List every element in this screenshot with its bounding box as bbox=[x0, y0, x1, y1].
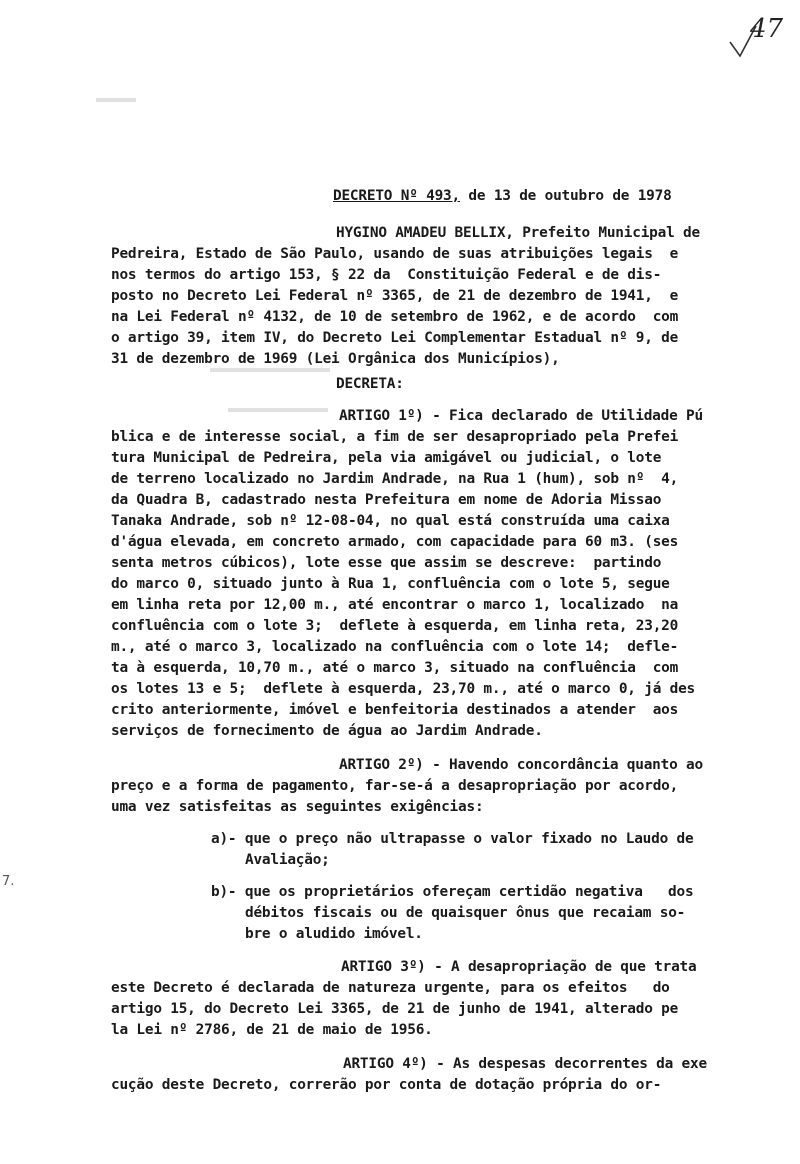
text-line: artigo 15, do Decreto Lei 3365, de 21 de junho de 1941, alterado pe bbox=[111, 1001, 679, 1017]
text-line: senta metros cúbicos), lote esse que assim se descreve: partindo bbox=[111, 555, 662, 571]
text-line: 31 de dezembro de 1969 (Lei Orgânica dos Municípios), bbox=[111, 351, 560, 367]
text-line: este Decreto é declarada de natureza urgente, para os efeitos do bbox=[111, 980, 670, 996]
text-line: crito anteriormente, imóvel e benfeitoria destinados a atender aos bbox=[111, 702, 679, 718]
scan-smudge bbox=[228, 408, 328, 412]
text-line: o artigo 39, item IV, do Decreto Lei Complementar Estadual nº 9, de bbox=[111, 330, 679, 346]
text-line: HYGINO AMADEU BELLIX, Prefeito Municipal de bbox=[336, 225, 700, 241]
text-line: Avaliação; bbox=[245, 852, 330, 868]
text-line: ARTIGO 2º) - Havendo concordância quanto ao bbox=[339, 757, 703, 773]
text-line: na Lei Federal nº 4132, de 10 de setembro de 1962, e de acordo com bbox=[111, 309, 679, 325]
text-line: confluência com o lote 3; deflete à esquerda, em linha reta, 23,20 bbox=[111, 618, 679, 634]
text-line: cução deste Decreto, correrão por conta de dotação própria do or- bbox=[111, 1077, 662, 1093]
text-line: d'água elevada, em concreto armado, com capacidade para 60 m3. (ses bbox=[111, 534, 679, 550]
text-line: serviços de fornecimento de água ao Jardim Andrade. bbox=[111, 723, 543, 739]
decreta-heading: DECRETA: bbox=[336, 376, 404, 392]
text-line: blica e de interesse social, a fim de ser desapropriado pela Prefei bbox=[111, 429, 679, 445]
text-line: Pedreira, Estado de São Paulo, usando de suas atribuições legais e bbox=[111, 246, 679, 262]
text-line: débitos fiscais ou de quaisquer ônus que recaiam so- bbox=[245, 905, 686, 921]
text-line: da Quadra B, cadastrado nesta Prefeitura em nome de Adoria Missao bbox=[111, 492, 662, 508]
scan-smudge bbox=[210, 368, 330, 372]
text-line: de terreno localizado no Jardim Andrade, na Rua 1 (hum), sob nº 4, bbox=[111, 471, 679, 487]
text-line: do marco 0, situado junto à Rua 1, confluência com o lote 5, segue bbox=[111, 576, 670, 592]
text-line: m., até o marco 3, localizado na confluência com o lote 14; defle- bbox=[111, 639, 679, 655]
text-line: uma vez satisfeitas as seguintes exigências: bbox=[111, 799, 484, 815]
text-line: posto no Decreto Lei Federal nº 3365, de 21 de dezembro de 1941, e bbox=[111, 288, 679, 304]
folio-number: 47 bbox=[750, 14, 784, 44]
text-line: bre o aludido imóvel. bbox=[245, 926, 423, 942]
text-line: tura Municipal de Pedreira, pela via amigável ou judicial, o lote bbox=[111, 450, 662, 466]
text-line: la Lei nº 2786, de 21 de maio de 1956. bbox=[111, 1022, 433, 1038]
text-line: a)- que o preço não ultrapasse o valor fixado no Laudo de bbox=[211, 831, 694, 847]
text-line: preço e a forma de pagamento, far-se-á a desapropriação por acordo, bbox=[111, 778, 679, 794]
decree-date: de 13 de outubro de 1978 bbox=[459, 188, 672, 204]
margin-mark: 7. bbox=[2, 874, 15, 889]
text-line: ARTIGO 1º) - Fica declarado de Utilidade Pú bbox=[339, 408, 703, 424]
text-line: nos termos do artigo 153, § 22 da Constituição Federal e de dis- bbox=[111, 267, 662, 283]
text-line: Tanaka Andrade, sob nº 12-08-04, no qual está construída uma caixa bbox=[111, 513, 670, 529]
text-line: em linha reta por 12,00 m., até encontrar o marco 1, localizado na bbox=[111, 597, 679, 613]
text-line: b)- que os proprietários ofereçam certidão negativa dos bbox=[211, 884, 694, 900]
decree-title: DECRETO Nº 493, bbox=[333, 188, 460, 204]
text-line: ARTIGO 4º) - As despesas decorrentes da exe bbox=[343, 1056, 707, 1072]
scan-smudge bbox=[96, 98, 136, 102]
page-folio bbox=[726, 12, 786, 64]
decree-header bbox=[333, 189, 672, 203]
text-line: os lotes 13 e 5; deflete à esquerda, 23,70 m., até o marco 0, já des bbox=[111, 681, 696, 697]
text-line: ta à esquerda, 10,70 m., até o marco 3, situado na confluência com bbox=[111, 660, 679, 676]
text-line: ARTIGO 3º) - A desapropriação de que trata bbox=[341, 959, 697, 975]
